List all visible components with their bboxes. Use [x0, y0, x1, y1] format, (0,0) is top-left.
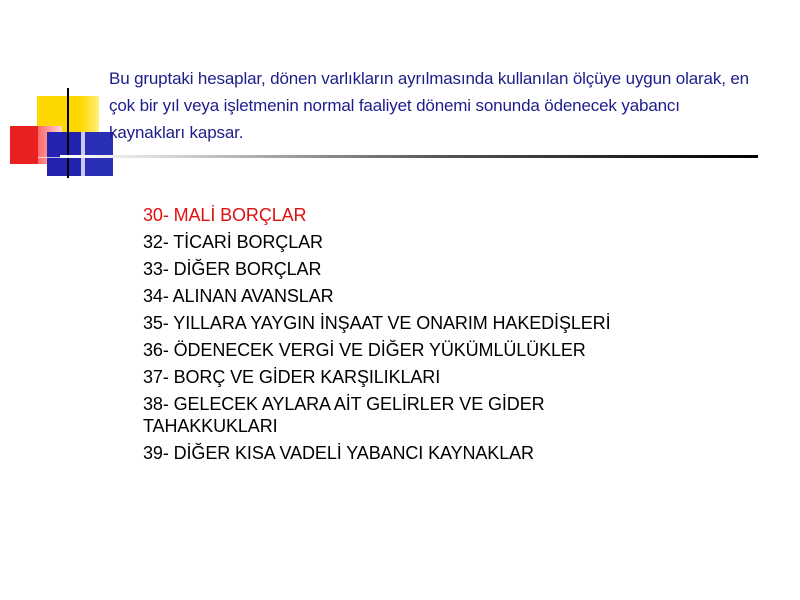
list-item: 36- ÖDENECEK VERGİ VE DİĞER YÜKÜMLÜLÜKLER — [143, 340, 586, 360]
blue-block-solid — [47, 132, 81, 176]
vertical-line — [67, 88, 69, 178]
account-list — [143, 204, 663, 469]
list-item: 34- ALINAN AVANSLAR — [143, 286, 334, 306]
title-divider — [60, 155, 758, 158]
list-item: 33- DİĞER BORÇLAR — [143, 259, 322, 279]
list-item: 30- MALİ BORÇLAR — [143, 205, 307, 225]
list-item: 39- DİĞER KISA VADELİ YABANCI KAYNAKLAR — [143, 443, 534, 463]
list-item: 38- GELECEK AYLARA AİT GELİRLER VE GİDER TAHAKKUKLARI — [143, 394, 545, 436]
red-block-solid — [10, 126, 38, 164]
list-item: 32- TİCARİ BORÇLAR — [143, 232, 323, 252]
slide-title: Bu gruptaki hesaplar, dönen varlıkların ayrılmasında kullanılan ölçüye uygun olarak, en çok bir yıl veya işletmenin normal faaliyet dönemi sonunda ödenecek yabancı kaynakları kapsar. — [109, 69, 749, 142]
list-item: 37- BORÇ VE GİDER KARŞILIKLARI — [143, 367, 441, 387]
list-item: 35- YILLARA YAYGIN İNŞAAT VE ONARIM HAKEDİŞLERİ — [143, 313, 611, 333]
